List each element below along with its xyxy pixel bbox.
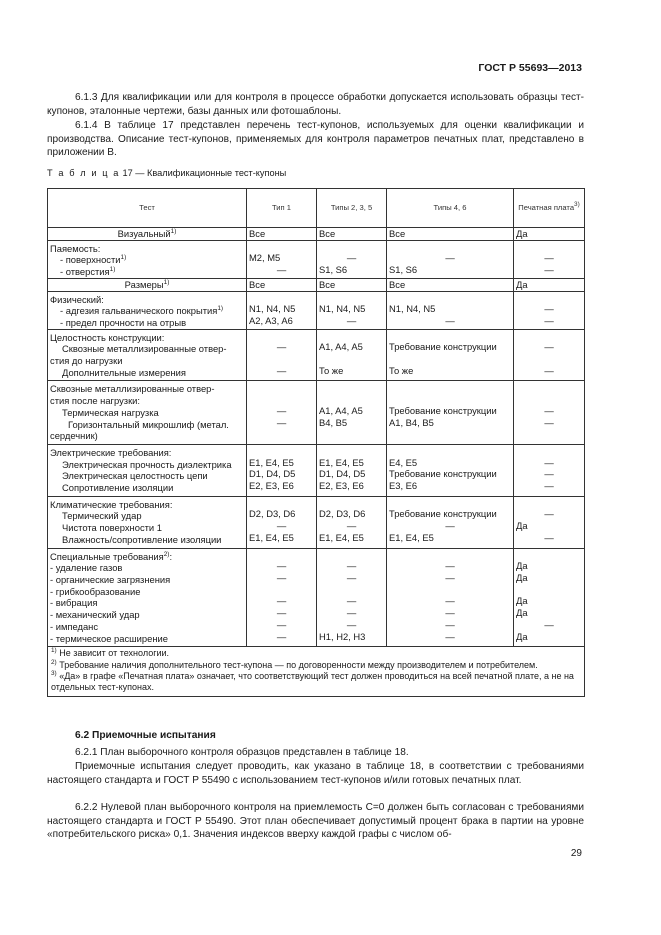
cell-types235: D2, D3, D6 — E1, E4, E5 — [317, 496, 387, 548]
row-physical — [48, 291, 585, 329]
cell-test: Специальные требования$^{2)}$: - удаление газов - органические загрязнения - грибкообразование - вибрация - механический удар - импеданс - термическое расширение — [48, 548, 247, 647]
table-caption: Т а б л и ц а 17 — Квалификационные тест-купоны — [47, 168, 287, 178]
cell-types46: Требование конструкции То же — [387, 329, 514, 381]
standard-header: ГОСТ Р 55693—2013 — [478, 62, 582, 74]
cell-types235: N1, N4, N5 — — [317, 291, 387, 329]
cell-types235: — — — — — H1, H2, H3 — [317, 548, 387, 647]
row-electrical — [48, 444, 585, 496]
paragraph-6-1-4: 6.1.4 В таблице 17 представлен перечень тест-купонов, используемых для оценки квалификации и производства. Описание тест-купонов, применяемых для контроля параметров печатных плат, представлено в приложении В. — [47, 120, 584, 159]
cell-test: Климатические требования: Термический удар Чистота поверхности 1 Влажность/сопротивление изоляции — [48, 496, 247, 548]
qualification-table — [47, 188, 585, 697]
cell-board: — Да — — [514, 496, 585, 548]
cell-test: Целостность конструкции: Сквозные металлизированные отвер- стия до нагрузки Дополнительные измерения — [48, 329, 247, 381]
row-climate — [48, 496, 585, 548]
cell-type1: M2, M5 — — [247, 240, 317, 278]
cell-types235: A1, A4, A5 То же — [317, 329, 387, 381]
cell-test: Электрические требования: Электрическая прочность диэлектрика Электрическая целостность цепи Сопротивление изоляции — [48, 444, 247, 496]
cell-board: Да Да Да Да — Да — [514, 548, 585, 647]
cell-type1: — — — [247, 381, 317, 445]
footnote-2: $^{2)}$ Требование наличия дополнительного тест-купона — по договоренности между производителем и потребителем. — [51, 658, 538, 670]
cell-types235: E1, E4, E5 D1, D4, D5 E2, E3, E6 — [317, 444, 387, 496]
row-dimensions — [48, 278, 585, 291]
header-test: Тест — [48, 189, 247, 228]
cell-type1: Все — [247, 228, 317, 241]
row-integrity — [48, 329, 585, 381]
cell-types235: A1, A4, A5 B4, B5 — [317, 381, 387, 445]
cell-types46: — — — — — — — [387, 548, 514, 647]
cell-test: Сквозные металлизированные отвер- стия после нагрузки: Термическая нагрузка Горизонтальный микрошлиф (метал. сердечник) — [48, 381, 247, 445]
cell-type1: E1, E4, E5 D1, D4, D5 E2, E3, E6 — [247, 444, 317, 496]
row-special — [48, 548, 585, 647]
cell-board: — — — — [514, 444, 585, 496]
cell-board: — — — [514, 381, 585, 445]
row-solderability — [48, 240, 585, 278]
cell-test: Размеры$^{1)}$ — [48, 278, 247, 291]
cell-type1: Все — [247, 278, 317, 291]
cell-type1: D2, D3, D6 — E1, E4, E5 — [247, 496, 317, 548]
table-header-row — [48, 189, 585, 228]
paragraph-6-2-2: 6.2.2 Нулевой план выборочного контроля на приемлемость С=0 должен быть согласован с требованиями настоящего стандарта и ГОСТ Р 55490. Этот план обеспечивает допустимый процент брака в партии на уровне «потребительского риска» 0,1. Значения индексов вверху каждой графы с числом об- — [47, 802, 584, 841]
paragraph-6-1-3: 6.1.3 Для квалификации или для контроля в процессе обработки допускается использовать образцы тест-купонов, эталонные чертежи, базы данных или фотошаблоны. — [47, 92, 584, 117]
footnote-1: $^{1)}$ Не зависит от технологии. — [51, 647, 170, 659]
cell-test: Физический: - адгезия гальванического покрытия$^{1)}$ - предел прочности на отрыв — [48, 291, 247, 329]
cell-type1: — — — — — — — [247, 548, 317, 647]
cell-types46: N1, N4, N5 — — [387, 291, 514, 329]
cell-types235: Все — [317, 278, 387, 291]
row-after-load — [48, 381, 585, 445]
table-footnotes — [48, 647, 585, 697]
paragraph-6-2-1-cont: Приемочные испытания следует проводить, как указано в таблице 18, в соответствии с требованиями настоящего стандарта и ГОСТ Р 55490 с использованием тест-купонов и/или готовых печатных плат. — [47, 761, 584, 786]
cell-types235: Все — [317, 228, 387, 241]
cell-test: Визуальный$^{1)}$ — [48, 228, 247, 241]
footnotes-cell — [48, 647, 585, 697]
cell-board: Да — [514, 278, 585, 291]
cell-board: Да — [514, 228, 585, 241]
cell-type1: — — — [247, 329, 317, 381]
section-title: 6.2 Приемочные испытания — [75, 730, 216, 741]
header-types46: Типы 4, 6 — [387, 189, 514, 228]
cell-types46: — S1, S6 — [387, 240, 514, 278]
header-board: Печатная плата$^{3)}$ — [514, 189, 585, 228]
header-type1: Тип 1 — [247, 189, 317, 228]
row-visual — [48, 228, 585, 241]
cell-types46: E4, E5 Требование конструкции E3, E6 — [387, 444, 514, 496]
cell-types46: Все — [387, 228, 514, 241]
cell-types46: Требование конструкции A1, B4, B5 — [387, 381, 514, 445]
cell-test: Паяемость: - поверхности$^{1)}$ - отверстия$^{1)}$ — [48, 240, 247, 278]
footnote-3: $^{3)}$ «Да» в графе «Печатная плата» означает, что соответствующий тест должен проводиться на всей печатной плате, а не на отдельных тест-купонах. — [51, 669, 574, 693]
cell-board: — — — [514, 240, 585, 278]
page-number: 29 — [570, 848, 582, 859]
cell-types46: Требование конструкции — E1, E4, E5 — [387, 496, 514, 548]
cell-types235: — S1, S6 — [317, 240, 387, 278]
paragraph-6-2-1: 6.2.1 План выборочного контроля образцов представлен в таблице 18. — [75, 747, 409, 758]
cell-board: — — — [514, 291, 585, 329]
cell-board: — — — [514, 329, 585, 381]
header-types235: Типы 2, 3, 5 — [317, 189, 387, 228]
cell-types46: Все — [387, 278, 514, 291]
cell-type1: N1, N4, N5 A2, A3, A6 — [247, 291, 317, 329]
